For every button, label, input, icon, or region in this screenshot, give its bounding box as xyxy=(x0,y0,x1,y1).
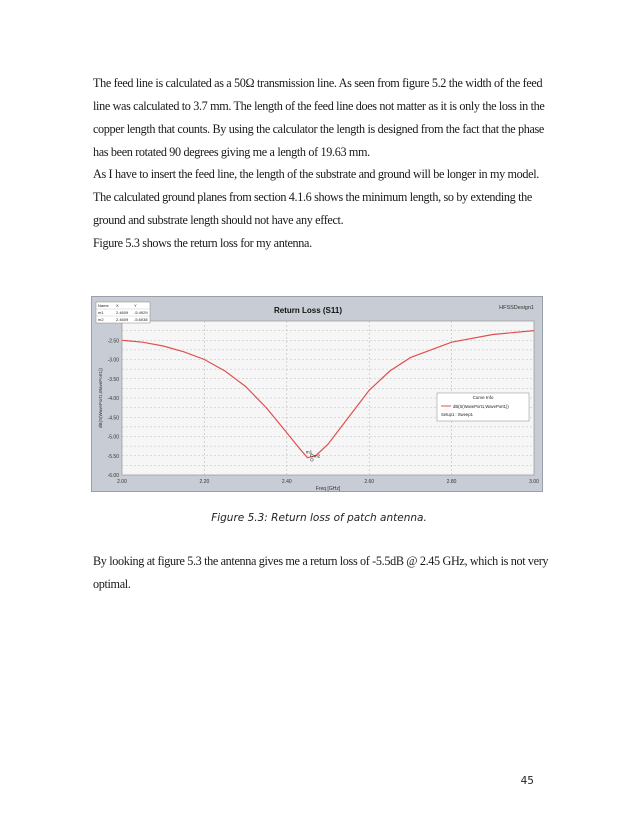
y-axis-label: dB(S(WavePort1,WavePort1)) xyxy=(98,368,103,428)
marker-label: m1 xyxy=(305,449,313,455)
chart-title: Return Loss (S11) xyxy=(273,306,343,315)
y-tick-label: -4.50 xyxy=(107,415,119,422)
marker-table-cell: m2 xyxy=(98,317,104,322)
marker-table-header: Y xyxy=(134,303,137,308)
marker-table-header: Name xyxy=(98,303,109,308)
page-number: 45 xyxy=(520,775,534,787)
y-tick-label: -3.00 xyxy=(107,357,119,364)
paragraph-conclusion: By looking at figure 5.3 the antenna gives me a return loss of -5.5dB @ 2.45 GHz, which is not very optimal. xyxy=(93,554,549,591)
legend-entry: Setup1 : Sweep1 xyxy=(441,412,473,417)
y-tick-label: -4.00 xyxy=(107,396,119,402)
marker-table-cell: 2.4609 xyxy=(116,317,129,322)
paragraph-figure-intro: Figure 5.3 shows the return loss for my antenna. xyxy=(93,236,312,250)
x-tick-label: 3.00 xyxy=(529,479,539,485)
x-tick-label: 2.40 xyxy=(281,479,292,485)
figure-caption: Figure 5.3: Return loss of patch antenna. xyxy=(211,512,427,524)
x-tick-label: 2.60 xyxy=(364,479,375,485)
legend-entry: dB(S(WavePort1,WavePort1)) xyxy=(453,404,509,409)
paragraph-feed-line: The feed line is calculated as a 50Ω transmission line. As seen from figure 5.2 the width of the feed line was calculated to 3.7 mm. The length of the feed line does not matter as it is only the loss in the copper length that counts. By using the calculator the length is designed from the fact that the phase has been rotated 90 degrees giving me a length of 19.63 mm. xyxy=(93,76,545,159)
paragraph-substrate: As I have to insert the feed line, the length of the substrate and ground will be longer in my model. The calculated ground planes from section 4.1.6 shows the minimum length, so by extending the ground and substrate length should not have any effect. xyxy=(93,167,539,227)
marker-table-header: X xyxy=(116,303,119,308)
marker-table-cell: 2.4609 xyxy=(116,310,129,315)
x-tick-label: 2.20 xyxy=(199,479,210,485)
y-tick-label: -5.00 xyxy=(107,434,119,441)
x-tick-label: 2.80 xyxy=(446,479,457,485)
marker-table-cell: m1 xyxy=(98,310,104,315)
x-axis-label: Freq [GHz] xyxy=(315,486,341,491)
y-tick-label: -2.50 xyxy=(107,338,119,345)
y-tick-label: -6.00 xyxy=(107,473,119,479)
marker-label: m2 xyxy=(313,453,321,459)
return-loss-figure xyxy=(91,296,543,492)
tool-label: HFSSDesign1 xyxy=(499,305,534,311)
marker-table-cell: -5.6038 xyxy=(134,317,148,322)
y-tick-label: -3.50 xyxy=(107,376,119,383)
legend-title: Curve Info xyxy=(472,395,494,400)
return-loss-chart xyxy=(92,297,542,491)
x-tick-label: 2.00 xyxy=(117,479,127,485)
y-tick-label: -5.50 xyxy=(107,453,119,460)
marker-table-cell: -5.4929 xyxy=(134,310,148,315)
